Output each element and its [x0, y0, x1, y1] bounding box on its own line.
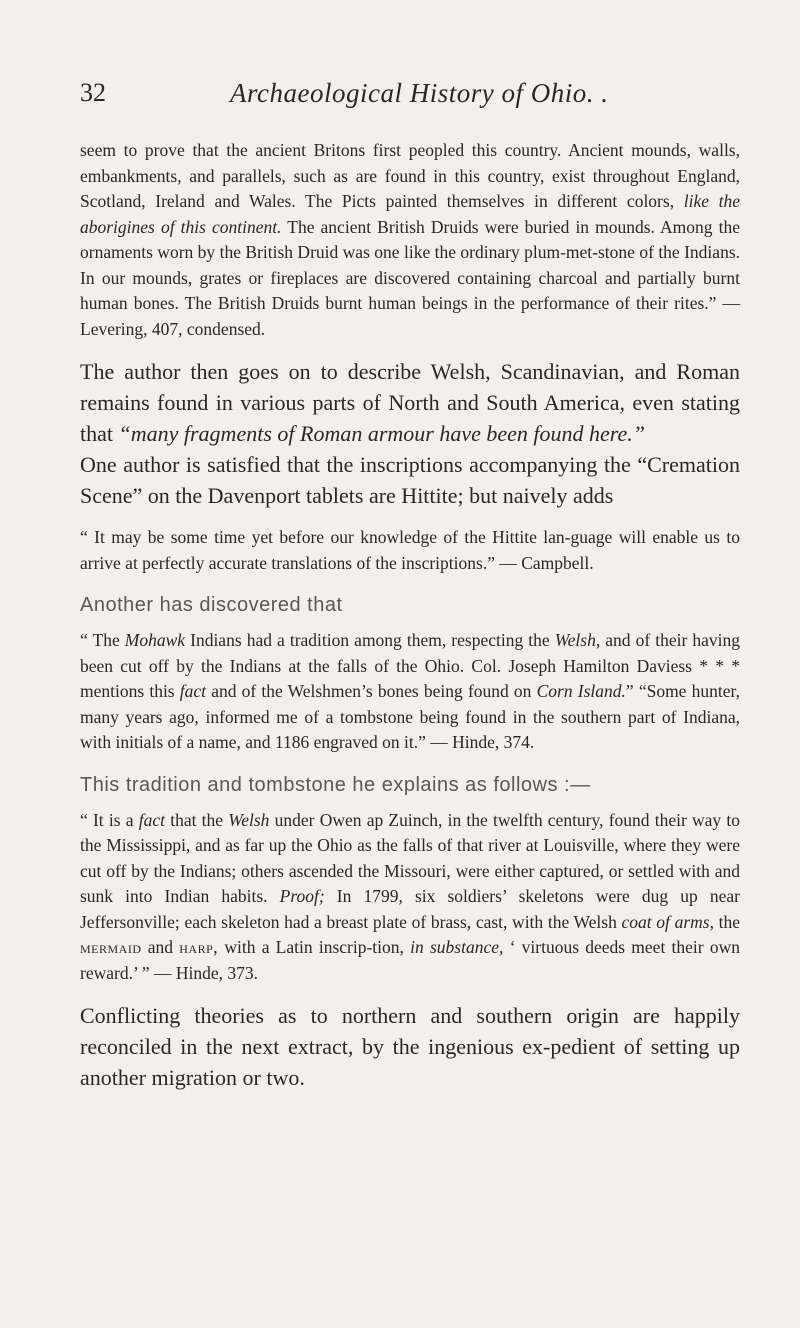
paragraph-conflicting-theories: Conflicting theories as to northern and southern origin are happily reconciled in the next extract, by the ingenious ex-pedient of setting up another migration or two.	[80, 1003, 740, 1090]
quote-campbell: “ It may be some time yet before our knowledge of the Hittite lan-guage will enable us to arrive at perfectly accurate translations of the inscriptions.” — Campbell.	[80, 527, 740, 573]
page-content	[80, 138, 740, 1093]
paragraph-tradition-tombstone: This tradition and tombstone he explains as follows :—	[80, 773, 591, 796]
paragraph-hittite: One author is satisfied that the inscriptions accompanying the “Cremation Scene” on the Davenport tablets are Hittite; but naively adds	[80, 452, 740, 508]
quote-levering: seem to prove that the ancient Britons first peopled this country. Ancient mounds, walls, embankments, and parallels, such as are found in this country, exist throughout England, Scotland, Ireland and Wales. The Picts painted themselves in different colors, like the aborigines of this continent. The ancient British Druids were buried in mounds. Among the ornaments worn by the British Druid was one like the ordinary plum-met-stone of the Indians. In our mounds, grates or fireplaces are discovered containing charcoal and partially burnt human bones. The British Druids burnt human beings in the performance of their rites.” — Levering, 407, condensed.	[80, 140, 741, 339]
page-header	[80, 78, 740, 112]
quote-hinde-374: “ The Mohawk Indians had a tradition among them, respecting the Welsh, and of their having been cut off by the Indians at the falls of the Ohio. Col. Joseph Hamilton Daviess * * * mentions this fact and of the Welshmen’s bones being found on Corn Island.” “Some hunter, many years ago, informed me of a tombstone being found in the southern part of Indiana, with initials of a name, and 1186 engraved on it.” — Hinde, 374.	[80, 630, 741, 752]
paragraph-another-discovered: Another has discovered that	[80, 594, 343, 616]
running-title: Archaeological History of Ohio. .	[230, 78, 609, 108]
paragraph-author-remains: The author then goes on to describe Welsh, Scandinavian, and Roman remains found in various parts of North and South America, even stating that “many fragments of Roman armour have been found here.”	[80, 359, 740, 446]
page-number: 32	[80, 78, 106, 107]
quote-hinde-373: “ It is a fact that the Welsh under Owen ap Zuinch, in the twelfth century, found their way to the Mississippi, and as far up the Ohio as the falls of that river at Louisville, where they were cut off by the Indians; others ascended the Missouri, were either captured, or settled with and sunk into Indian habits. Proof; In 1799, six soldiers’ skeletons were dug up near Jeffersonville; each skeleton had a breast plate of brass, cast, with the Welsh coat of arms, the mermaid and harp, with a Latin inscrip-tion, in substance, ‘ virtuous deeds meet their own reward.’ ” — Hinde, 373.	[80, 809, 741, 983]
